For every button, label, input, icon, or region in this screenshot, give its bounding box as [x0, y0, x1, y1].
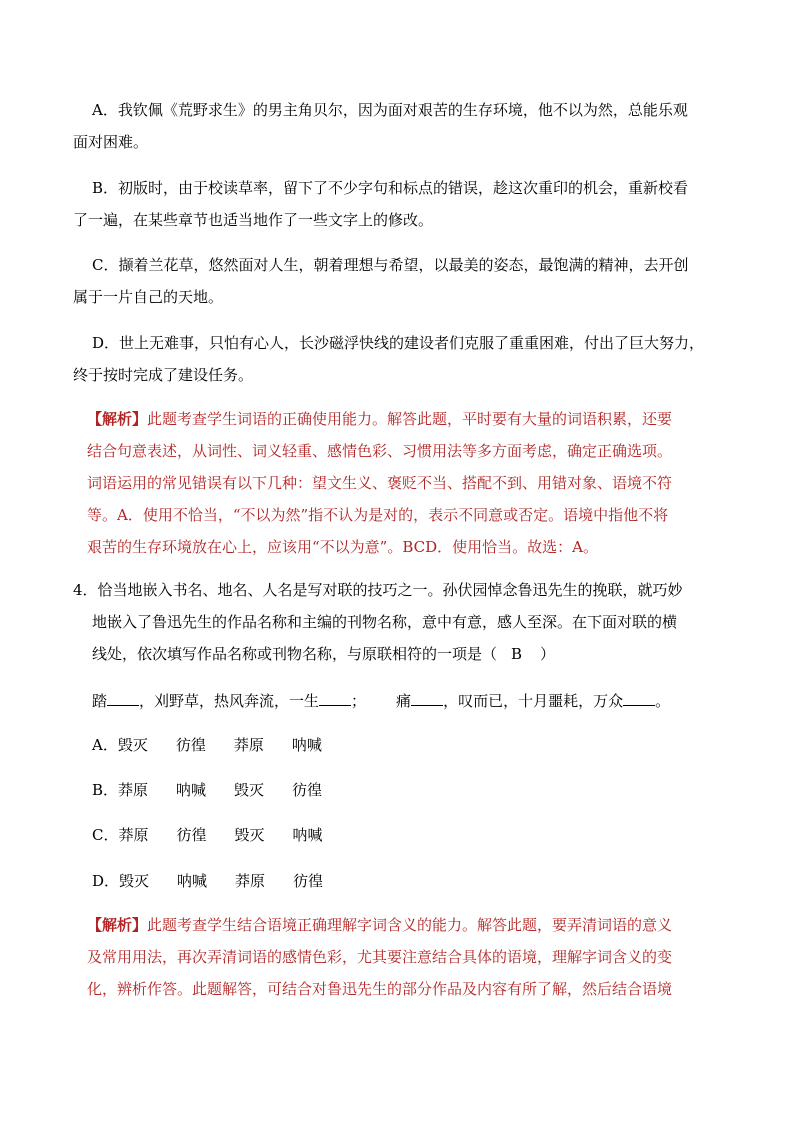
q4-analysis-line3: 化，辨析作答。此题解答，可结合对鲁迅先生的部分作品及内容有所了解，然后结合语境: [87, 980, 673, 998]
q4-answer: B: [511, 645, 523, 663]
q3-option-a-line1: A．我钦佩《荒野求生》的男主角贝尔，因为面对艰苦的生存环境，他不以为然，总能乐观: [92, 101, 688, 119]
q4-stem-line3: 线处，依次填写作品名称或刊物名称，与原联相符的一项是（ B ）: [92, 645, 556, 663]
q4-option-d: D．毁灭 呐喊 莽原 彷徨: [92, 872, 324, 890]
q3-analysis-line1: 【解析】此题考查学生词语的正确使用能力。解答此题，平时要有大量的词语积累，还要: [87, 410, 673, 428]
q3-option-c-line2: 属于一片自己的天地。: [73, 288, 224, 306]
couplet-blank-4: [623, 690, 655, 706]
couplet-blank-1: [107, 690, 139, 706]
q4-analysis-line2: 及常用用法，再次弄清词语的感情色彩，尤其要注意结合具体的语境，理解字词含义的变: [87, 948, 673, 966]
q3-analysis-line2: 结合句意表述，从词性、词义轻重、感情色彩、习惯用法等多方面考虑，确定正确选项。: [87, 442, 673, 460]
q4-option-a: A．毁灭 彷徨 莽原 呐喊: [92, 736, 322, 754]
couplet-blank-3: [411, 690, 443, 706]
analysis-tag: 【解析】: [87, 410, 148, 428]
q4-option-b: B．莽原 呐喊 毁灭 彷徨: [92, 781, 323, 799]
couplet-blank-2: [319, 690, 351, 706]
q3-analysis-line5: 艰苦的生存环境放在心上，应该用“不以为意”。BCD．使用恰当。故选：A。: [87, 538, 598, 556]
q4-stem-line1: 4．恰当地嵌入书名、地名、人名是写对联的技巧之一。孙伏园悼念鲁迅先生的挽联，就巧妙: [73, 581, 683, 599]
q3-option-d-line2: 终于按时完成了建设任务。: [73, 366, 254, 384]
q4-couplet: 踏 ，刈野草，热风奔流，一生 ； 痛 ，叹而已，十月噩耗，万众 。: [92, 692, 671, 710]
q3-option-b-line2: 了一遍，在某些章节也适当地作了一些文字上的修改。: [73, 211, 434, 229]
q4-option-c: C．莽原 彷徨 毁灭 呐喊: [92, 826, 323, 844]
q4-analysis-line1: 【解析】此题考查学生结合语境正确理解字词含义的能力。解答此题，要弄清词语的意义: [87, 916, 673, 934]
q3-option-b-line1: B．初版时，由于校读草率，留下了不少字句和标点的错误，趁这次重印的机会，重新校看: [92, 179, 689, 197]
q3-analysis-line3: 词语运用的常见错误有以下几种：望文生义、褒贬不当、搭配不到、用错对象、语境不符: [87, 474, 673, 492]
q4-stem-line2: 地嵌入了鲁迅先生的作品名称和主编的刊物名称，意中有意，感人至深。在下面对联的横: [92, 613, 678, 631]
q3-option-a-line2: 面对困难。: [73, 133, 149, 151]
analysis-tag: 【解析】: [87, 916, 148, 934]
q3-option-d-line1: D．世上无难事，只怕有心人，长沙磁浮快线的建设者们克服了重重困难，付出了巨大努力，: [92, 334, 705, 352]
q3-analysis-line4: 等。A．使用不恰当，“不以为然”指不认为是对的，表示不同意或否定。语境中指他不将: [87, 506, 669, 524]
q3-option-c-line1: C．撷着兰花草，悠然面对人生，朝着理想与希望，以最美的姿态，最饱满的精神，去开创: [92, 256, 689, 274]
